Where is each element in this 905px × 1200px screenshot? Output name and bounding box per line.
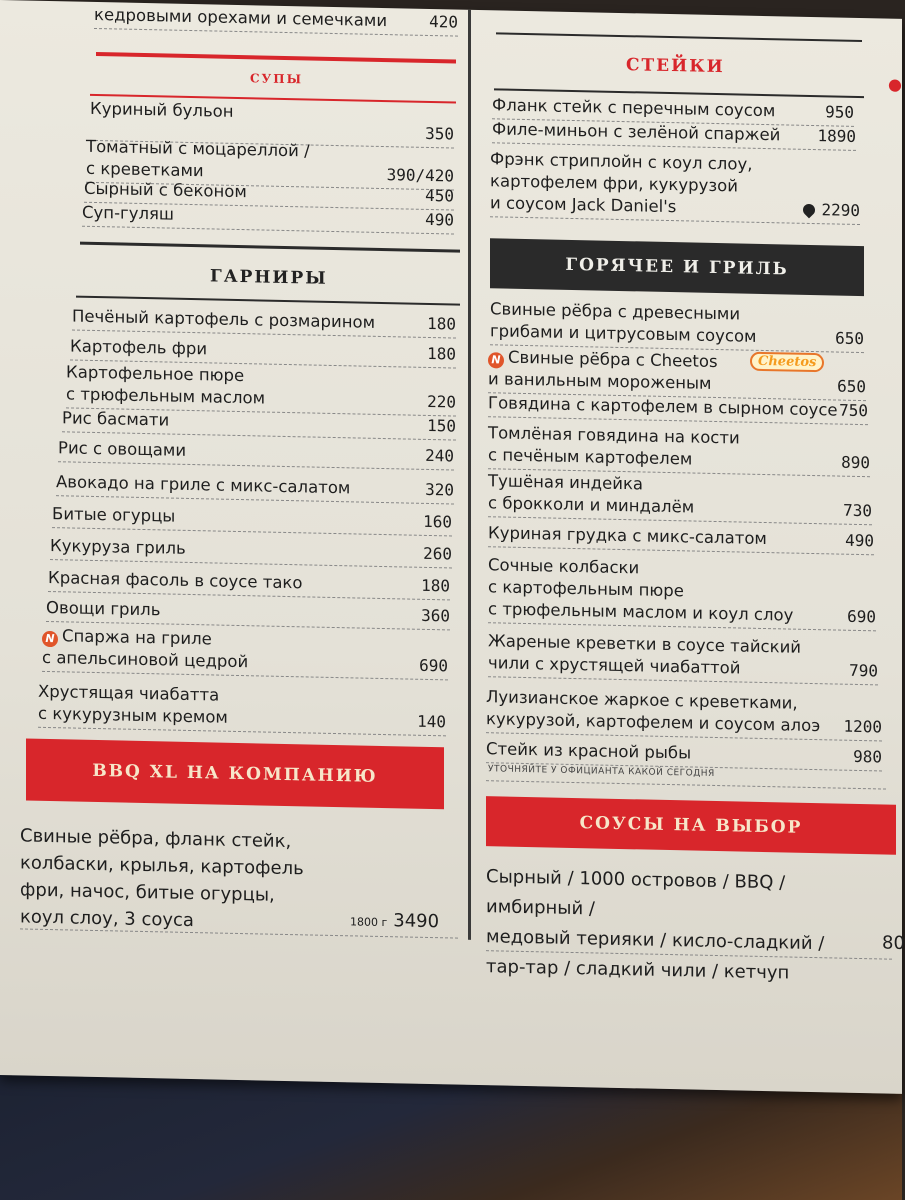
- item-price: 240: [425, 445, 454, 466]
- bbq-price-block: [350, 909, 439, 932]
- sauces-price: 80: [882, 932, 905, 954]
- item-name: [56, 471, 350, 499]
- section-rule: [496, 32, 862, 42]
- right-column: [486, 10, 905, 984]
- item-price: 420: [429, 11, 458, 32]
- item-name: [52, 503, 175, 528]
- menu-item: [72, 306, 456, 339]
- item-name-text: Сочные колбаски с картофельным пюре с трюфельным маслом и коул слоу: [488, 555, 794, 625]
- hot-grill-banner: ГОРЯЧЕЕ И ГРИЛЬ: [490, 238, 864, 296]
- item-name-text: Овощи гриль: [46, 597, 161, 620]
- menu-item: [488, 630, 878, 685]
- item-price: 180: [421, 575, 450, 596]
- item-name: кедровыми орехами и семечками: [94, 4, 388, 31]
- left-column: [20, 0, 460, 933]
- menu-item: [56, 471, 454, 504]
- item-price: 260: [423, 543, 452, 564]
- item-name-text: Стейк из красной рыбы: [486, 739, 692, 763]
- edge-red-mark: ●: [888, 74, 902, 94]
- item-name-text: Жареные креветки в соусе тайский чили с хрустящей чиабаттой: [488, 631, 802, 678]
- item-name-text: Битые огурцы: [52, 504, 176, 526]
- menu-item: [490, 148, 860, 225]
- item-price: 220: [427, 391, 456, 412]
- item-price: 790: [849, 660, 878, 681]
- item-price: 690: [847, 606, 876, 627]
- menu-item: [488, 470, 872, 525]
- item-name-text: Куриная грудка с микс-салатом: [488, 523, 767, 549]
- item-price: 360: [421, 605, 450, 626]
- item-name: [488, 422, 740, 471]
- item-price: 450: [425, 185, 454, 206]
- item-name: [46, 597, 160, 621]
- bbq-price: 3490: [393, 910, 440, 933]
- item-name-text: Луизианское жаркое с креветками, кукурузой, картофелем и соусом алоэ: [486, 687, 821, 736]
- item-name: Томатный с моцареллой / с креветками: [86, 136, 310, 181]
- item-name: [38, 681, 228, 729]
- item-price: 650: [837, 376, 866, 397]
- item-price: 150: [427, 415, 456, 436]
- item-price: 750: [839, 400, 868, 421]
- item-price: 650: [835, 328, 864, 349]
- item-price: 490: [845, 530, 874, 551]
- menu-item: [42, 625, 448, 681]
- item-name: [490, 298, 757, 348]
- fish-note: УТОЧНЯЙТЕ У ОФИЦИАНТА КАКОЙ СЕГОДНЯ: [488, 764, 715, 779]
- item-name: Суп-гуляш: [82, 202, 175, 224]
- item-name-text: Красная фасоль в соусе тако: [48, 568, 303, 593]
- item-price: 180: [427, 343, 456, 364]
- item-price: 980: [853, 746, 882, 767]
- item-name-text: Спаржа на гриле с апельсиновой цедрой: [42, 626, 249, 672]
- item-price: 350: [425, 123, 454, 144]
- spicy-icon: [801, 201, 818, 218]
- item-name: [70, 335, 207, 360]
- item-price: 180: [427, 313, 456, 334]
- section-rule-dashed: [486, 780, 886, 789]
- menu-item: [48, 567, 450, 600]
- item-name-text: Рис басмати: [62, 408, 170, 430]
- bbq-banner: BBQ XL НА КОМПАНИЮ: [26, 739, 444, 810]
- section-title-steaks: СТЕЙКИ: [626, 55, 725, 78]
- item-name: Фрэнк стриплойн с коул слоу, картофелем фри, кукурузой и соусом Jack Daniel's: [490, 149, 753, 217]
- item-name: [486, 686, 820, 737]
- item-name: [42, 625, 248, 673]
- item-name: Куриный бульон: [90, 98, 234, 121]
- item-price: 730: [843, 500, 872, 521]
- menu-item: [488, 522, 874, 555]
- item-name: [50, 535, 186, 560]
- item-name-text: Рис с овощами: [58, 438, 187, 460]
- menu-item: [490, 298, 864, 353]
- item-name: [72, 306, 375, 334]
- item-name-text: Говядина с картофелем в сырном соусе: [488, 393, 838, 420]
- bbq-weight: 1800 г: [350, 915, 388, 930]
- sauces-list: Сырный / 1000 островов / BBQ / имбирный / медовый терияки / кисло-сладкий / тар-тар / сладкий чили / кетчуп: [486, 866, 825, 984]
- section-rule: [80, 242, 460, 253]
- column-divider: [468, 10, 471, 940]
- item-name: Фланк стейк с перечным соусом: [492, 95, 776, 121]
- section-rule: [76, 296, 460, 306]
- item-price: 160: [423, 511, 452, 532]
- item-name: [488, 630, 801, 681]
- menu-item: [52, 503, 452, 536]
- item-name-text: Свиные рёбра с Cheetos и ванильным мороженым: [488, 347, 718, 393]
- item-name: [488, 346, 718, 395]
- item-price: 1890: [817, 126, 856, 146]
- item-name-text: Авокадо на гриле с микс-салатом: [56, 472, 351, 498]
- section-title-sides: ГАРНИРЫ: [210, 266, 328, 289]
- item-name: [58, 437, 186, 462]
- item-price: 890: [841, 452, 870, 473]
- new-badge-icon: N: [488, 352, 504, 368]
- item-price: 140: [417, 711, 446, 732]
- item-price: 1200: [843, 716, 882, 737]
- item-name: Сырный с беконом: [84, 178, 247, 202]
- bbq-description: Свиные рёбра, фланк стейк, колбаски, крылья, картофель фри, начос, битые огурцы, коул слоу, 3 соуса: [20, 825, 304, 932]
- menu-item: [38, 681, 446, 737]
- item-name-text: Картофель фри: [70, 336, 208, 359]
- item-price: 490: [425, 209, 454, 230]
- new-badge-icon: N: [42, 631, 58, 647]
- menu-item: [488, 422, 870, 477]
- menu-item: [58, 437, 454, 470]
- section-rule: [96, 52, 456, 64]
- item-name: [62, 407, 169, 431]
- menu-item: [50, 535, 452, 568]
- item-name: Филе-миньон с зелёной спаржей: [492, 119, 781, 145]
- item-price-value: 2290: [821, 200, 860, 221]
- item-name: [48, 567, 303, 594]
- cheetos-logo: Cheetos: [750, 352, 824, 373]
- item-price: 390/420: [386, 165, 454, 186]
- item-price: 320: [425, 479, 454, 500]
- sauces-banner: СОУСЫ НА ВЫБОР: [486, 796, 896, 855]
- item-name: [488, 470, 694, 518]
- item-name: [486, 738, 691, 764]
- item-name-text: Кукуруза гриль: [50, 536, 186, 558]
- menu-item: [488, 554, 876, 631]
- item-name-text: Свиные рёбра с древесными грибами и цитрусовым соусом: [490, 299, 757, 346]
- item-name-text: Томлёная говядина на кости с печёным картофелем: [488, 423, 740, 469]
- item-name: [488, 522, 767, 550]
- item-name-text: Хрустящая чиабатта с кукурузным кремом: [38, 681, 228, 727]
- item-name-text: Картофельное пюре с трюфельным маслом: [66, 362, 266, 408]
- item-name-text: Тушёная индейка с брокколи и миндалём: [488, 471, 695, 517]
- item-price: 690: [419, 655, 448, 676]
- section-title-soups: СУПЫ: [250, 71, 304, 87]
- item-name: [488, 554, 793, 626]
- menu-item: [486, 686, 882, 741]
- item-price: 950: [825, 102, 854, 122]
- item-price: [803, 199, 860, 222]
- item-name-text: Печёный картофель с розмарином: [72, 306, 376, 332]
- menu-item: [94, 4, 458, 37]
- item-name: [66, 361, 265, 409]
